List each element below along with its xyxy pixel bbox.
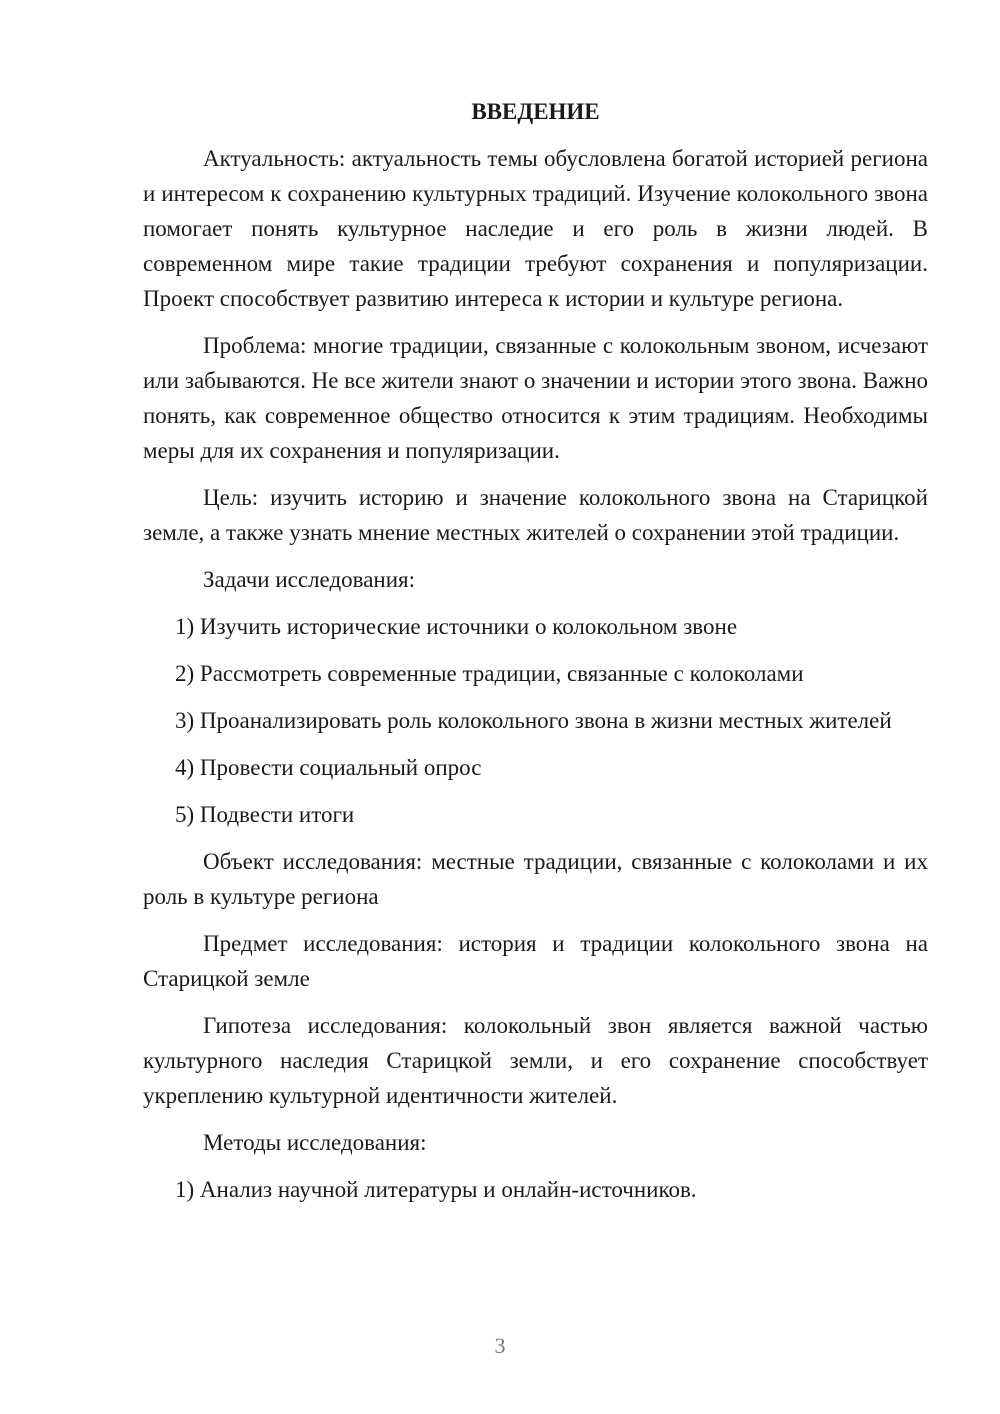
task-item-2: 2) Рассмотреть современные традиции, связанные с колоколами [175,661,804,686]
methods-heading: Методы исследования: [203,1130,427,1155]
tasks-heading: Задачи исследования: [203,567,416,592]
hypothesis-paragraph: Гипотеза исследования: колокольный звон является важной частью культурного наследия Старицкой земли, и его сохранение способствует укреплению культурной идентичности жителей. [143,1013,928,1108]
problem-paragraph: Проблема: многие традиции, связанные с колокольным звоном, исчезают или забываются. Не все жители знают о значении и истории этого звона. Важно понять, как современное общество относится к этим традициям. Необходимы меры для их сохранения и популяризации. [143,333,928,463]
subject-paragraph: Предмет исследования: история и традиции колокольного звона на Старицкой земле [143,931,928,991]
method-item-1: 1) Анализ научной литературы и онлайн-источников. [175,1177,697,1202]
document-page [143,94,928,1219]
relevance-paragraph: Актуальность: актуальность темы обусловлена богатой историей региона и интересом к сохранению культурных традиций. Изучение колокольного звона помогает понять культурное наследие и его роль в жизни людей. В современном мире такие традиции требуют сохранения и популяризации. Проект способствует развитию интереса к истории и культуре региона. [143,146,928,311]
goal-paragraph: Цель: изучить историю и значение колокольного звона на Старицкой земле, а также узнать мнение местных жителей о сохранении этой традиции. [143,485,928,545]
page-number: 3 [494,1333,506,1358]
task-item-1: 1) Изучить исторические источники о колокольном звоне [175,614,738,639]
task-item-4: 4) Провести социальный опрос [175,755,482,780]
object-paragraph: Объект исследования: местные традиции, связанные с колоколами и их роль в культуре региона [143,849,928,909]
task-item-3: 3) Проанализировать роль колокольного звона в жизни местных жителей [175,708,892,733]
page-title: ВВЕДЕНИЕ [471,99,600,124]
task-item-5: 5) Подвести итоги [175,802,355,827]
